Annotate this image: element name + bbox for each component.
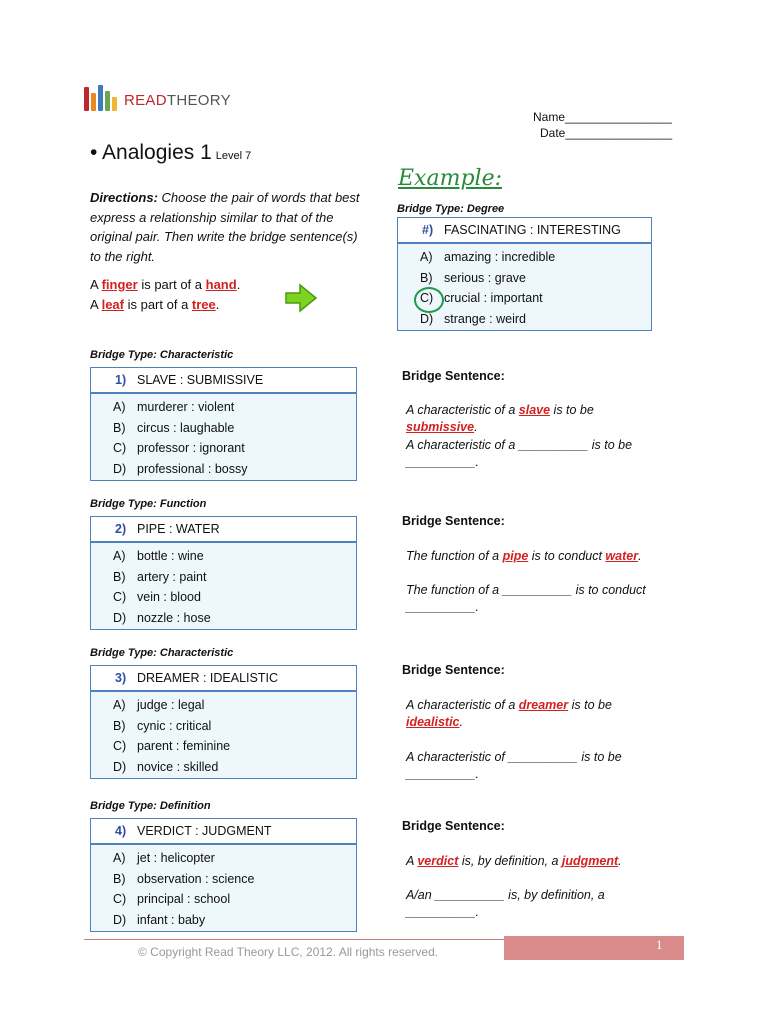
intro-sentence-1: A finger is part of a hand. (90, 277, 241, 292)
name-field[interactable]: Name________________ (533, 110, 672, 124)
q3-blank-sentence[interactable]: A characteristic of __________ is to be __________. (406, 750, 622, 781)
q2-header: 2) PIPE : WATER (91, 517, 356, 543)
q1-bridge-type: Bridge Type: Characteristic (90, 349, 234, 361)
q1-box (90, 367, 357, 481)
date-field[interactable]: Date________________ (540, 126, 673, 140)
example-box (397, 217, 652, 331)
q4-bridge-title: Bridge Sentence: (402, 819, 505, 833)
q2-bridge-title: Bridge Sentence: (402, 514, 505, 528)
example-bridge-type: Bridge Type: Degree (397, 203, 505, 215)
q4-option-c[interactable]: C) principal : school (113, 892, 231, 907)
q4-blank-sentence[interactable]: A/an __________ is, by definition, a __________. (406, 888, 605, 919)
q1-bridge-title: Bridge Sentence: (402, 369, 505, 383)
page-title: • Analogies 1 Level 7 (90, 141, 252, 164)
q1-bridge-sentence: A characteristic of a slave is to be submissive. (406, 403, 594, 434)
example-option[interactable]: D) strange : weird (420, 311, 526, 326)
example-option[interactable]: A) amazing : incredible (420, 250, 556, 265)
q4-header: 4) VERDICT : JUDGMENT (91, 819, 356, 845)
q2-option-b[interactable]: B) artery : paint (113, 569, 207, 584)
q3-box (90, 665, 357, 779)
books-icon (84, 85, 117, 111)
example-header: #) FASCINATING : INTERESTING (398, 218, 651, 244)
q3-header: 3) DREAMER : IDEALISTIC (91, 666, 356, 692)
example-option[interactable]: B) serious : grave (420, 270, 526, 285)
page-number: 1 (656, 937, 663, 952)
q2-option-d[interactable]: D) nozzle : hose (113, 610, 211, 625)
q3-bridge-sentence: A characteristic of a dreamer is to be idealistic. (406, 698, 612, 729)
q1-option-c[interactable]: C) professor : ignorant (113, 441, 245, 456)
brand-name: READTHEORY (124, 92, 231, 109)
arrow-right-icon (284, 282, 318, 314)
q4-bridge-sentence: A verdict is, by definition, a judgment. (406, 854, 622, 868)
directions: Directions: Choose the pair of words that best express a relationship similar to that of the original pair. Then write the bridge sentence(s) to the right. (90, 190, 360, 264)
q1-header: 1) SLAVE : SUBMISSIVE (91, 368, 356, 394)
readtheory-logo (84, 83, 231, 111)
example-heading: Example: (398, 166, 502, 191)
q2-bridge-type: Bridge Type: Function (90, 498, 207, 510)
example-option-selected[interactable]: C) crucial : important (398, 288, 651, 309)
q1-option-d[interactable]: D) professional : bossy (113, 461, 248, 476)
q2-bridge-sentence: The function of a pipe is to conduct water. (406, 549, 642, 563)
q3-bridge-type: Bridge Type: Characteristic (90, 647, 234, 659)
q3-option-b[interactable]: B) cynic : critical (113, 718, 212, 733)
q1-option-b[interactable]: B) circus : laughable (113, 420, 235, 435)
q2-box (90, 516, 357, 630)
q4-bridge-type: Bridge Type: Definition (90, 800, 211, 812)
q4-option-a[interactable]: A) jet : helicopter (113, 851, 215, 866)
intro-sentence-2: A leaf is part of a tree. (90, 297, 220, 312)
level-label: Level 7 (215, 150, 252, 162)
q2-blank-sentence[interactable]: The function of a __________ is to conduct __________. (406, 583, 646, 614)
q2-option-a[interactable]: A) bottle : wine (113, 549, 204, 564)
q3-option-d[interactable]: D) novice : skilled (113, 759, 219, 774)
q1-option-a[interactable]: A) murderer : violent (113, 400, 235, 415)
q2-option-c[interactable]: C) vein : blood (113, 590, 201, 605)
q3-option-c[interactable]: C) parent : feminine (113, 739, 231, 754)
q4-option-d[interactable]: D) infant : baby (113, 912, 206, 927)
q4-option-b[interactable]: B) observation : science (113, 871, 255, 886)
copyright: © Copyright Read Theory LLC, 2012. All rights reserved. (138, 945, 439, 959)
q4-box (90, 818, 357, 932)
q1-blank-sentence[interactable]: A characteristic of a __________ is to be __________. (406, 438, 633, 469)
q3-option-a[interactable]: A) judge : legal (113, 698, 205, 713)
q3-bridge-title: Bridge Sentence: (402, 663, 505, 677)
